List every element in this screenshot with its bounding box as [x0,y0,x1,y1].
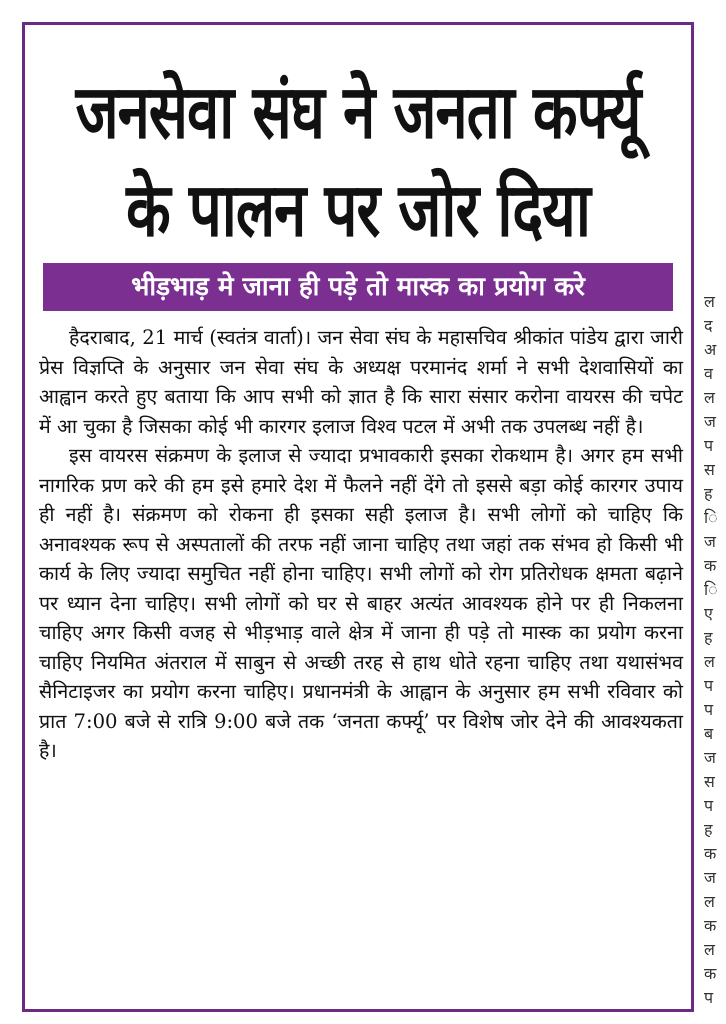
adjacent-column-glyph: क [704,964,717,983]
adjacent-column-glyph: ह [704,628,713,647]
adjacent-column-glyph: ह [704,484,713,503]
adjacent-column-glyph: ि [704,508,718,527]
adjacent-column-glyph: अ [704,340,717,359]
adjacent-column-glyph: ज [704,748,716,767]
news-clipping-frame [22,22,694,1012]
adjacent-column-glyph: ल [704,652,715,671]
adjacent-column-glyph: प [704,988,714,1007]
adjacent-column-glyph: प [704,436,714,455]
adjacent-column-glyph: क [704,916,717,935]
adjacent-column-glyph: ज [704,532,716,551]
adjacent-column-glyph: ज [704,868,716,887]
adjacent-column-glyph: क [704,844,717,863]
headline-line-1: जनसेवा संघ ने जनता कर्फ्यू [75,68,641,156]
adjacent-column-glyph: ज [704,412,716,431]
adjacent-column-glyph: ल [704,388,715,407]
adjacent-column-glyph: प [704,700,714,719]
article-paragraph-1: हैदराबाद, 21 मार्च (स्वतंत्र वार्ता)। जन सेवा संघ के महासचिव श्रीकांत पांडेय द्वारा जारी प्रेस विज्ञप्ति के अनुसार जन सेवा संघ के अध्यक्ष परमानंद शर्मा ने सभी देशवासियों का आह्वान करते हुए बताया कि आप सभी को ज्ञात है कि सारा संसार करोना वायरस की चपेट में आ चुका है जिसका कोई भी कारगर इलाज विश्व पटल में अभी तक उपलब्ध नहीं है। [39,326,683,438]
headline-line-2: के पालन पर जोर दिया [126,166,590,254]
adjacent-column-glyph: ह [704,820,713,839]
adjacent-column-glyph: ल [704,940,715,959]
adjacent-column-glyph: स [704,772,715,791]
adjacent-column-glyph: ि [704,580,718,599]
article-paragraph-2: इस वायरस संक्रमण के इलाज से ज्यादा प्रभावकारी इसका रोकथाम है। अगर हम सभी नागरिक प्रण करे की हम इसे हमारे देश में फैलने नहीं देंगे तो इससे बड़ा कोई कारगर उपाय ही नहीं है। संक्रमण को रोकना ही इसका सही इलाज है। सभी लोगों को चाहिए कि अनावश्यक रूप से अस्पतालों की तरफ नहीं जाना चाहिए तथा जहां तक संभव हो किसी भी कार्य के लिए ज्यादा समुचित नहीं होना चाहिए। सभी लोगों को रोग प्रतिरोधक क्षमता बढ़ाने पर ध्यान देना चाहिए। सभी लोगों को घर से बाहर अत्यंत आवश्यक होने पर ही निकलना चाहिए अगर किसी वजह से भीड़भाड़ वाले क्षेत्र में जाना ही पड़े तो मास्क का प्रयोग करना चाहिए नियमित अंतराल में साबुन से अच्छी तरह से हाथ धोते रहना चाहिए तथा यथासंभव सैनिटाइजर का प्रयोग करना चाहिए। प्रधानमंत्री के आह्वान के अनुसार हम सभी रविवार को प्रात 7:00 बजे से रात्रि 9:00 बजे तक ‘जनता कर्फ्यू’ पर विशेष जोर देने की आवश्यकता है। [39,444,683,762]
adjacent-column-glyph: ल [704,892,715,911]
adjacent-column-glyph: क [704,556,717,575]
adjacent-column-fragment [704,290,726,1020]
adjacent-column-glyph: स [704,460,715,479]
adjacent-column-glyph: ल [704,292,715,311]
subheadline-banner: भीड़भाड़ मे जाना ही पड़े तो मास्क का प्रयोग करे [43,263,673,311]
adjacent-column-glyph: प [704,796,714,815]
article-body [39,323,683,766]
adjacent-column-glyph: ए [704,604,713,623]
adjacent-column-glyph: ब [704,724,714,743]
adjacent-column-glyph: व [704,364,713,383]
adjacent-column-glyph: द [704,316,713,335]
adjacent-column-glyph: प [704,676,714,695]
